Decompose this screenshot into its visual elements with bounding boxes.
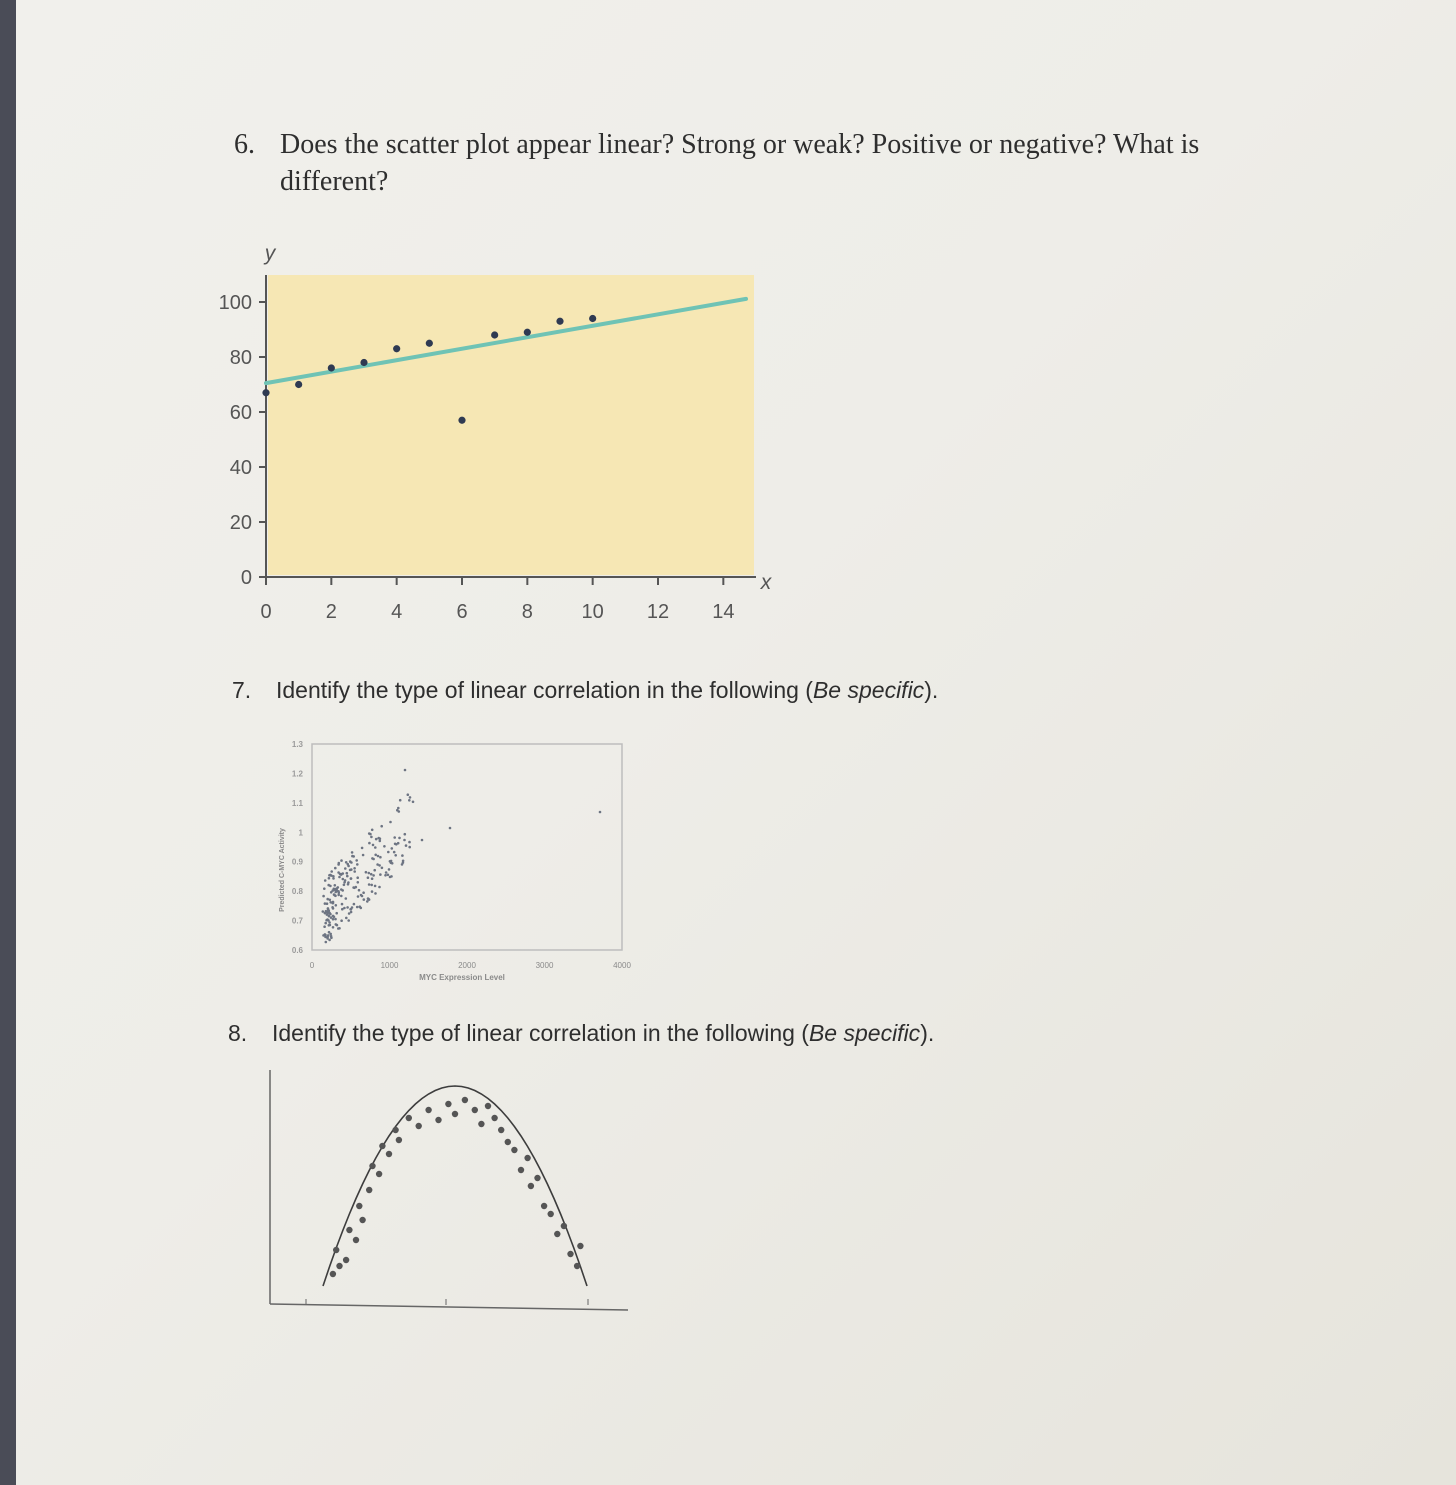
- data-point: [393, 836, 396, 839]
- data-point: [334, 918, 337, 921]
- data-point: [385, 871, 388, 874]
- y-tick-label: 1.2: [291, 769, 303, 779]
- data-point: [491, 331, 498, 338]
- data-point: [371, 877, 374, 880]
- data-point: [416, 1123, 422, 1129]
- data-point: [376, 863, 379, 866]
- data-point: [408, 841, 411, 844]
- question-7-text: Identify the type of linear correlation in the following (: [276, 677, 813, 703]
- data-point: [391, 862, 394, 865]
- data-point: [358, 889, 361, 892]
- data-point: [534, 1175, 540, 1181]
- x-tick-label: 1000: [380, 961, 399, 970]
- data-point: [337, 890, 340, 893]
- y-tick-label: 1.3: [291, 740, 303, 749]
- x-tick-label: 2: [325, 601, 337, 623]
- y-tick-label: 0.6: [291, 946, 303, 955]
- data-point: [524, 1155, 530, 1161]
- data-point: [323, 925, 326, 928]
- question-8-emphasis: Be specific: [808, 1020, 921, 1046]
- data-point: [498, 1127, 504, 1133]
- data-point: [344, 867, 347, 870]
- data-point: [352, 886, 355, 889]
- plot-area: [268, 275, 754, 575]
- data-point: [528, 1183, 534, 1189]
- x-tick-label: 0: [309, 961, 315, 970]
- data-point: [328, 931, 331, 934]
- question-7-emphasis: Be specific: [812, 677, 925, 703]
- data-point: [330, 1271, 336, 1277]
- y-tick-label: 40: [229, 457, 252, 479]
- data-point: [262, 389, 269, 396]
- data-point: [394, 854, 397, 857]
- paper-sheet: [16, 0, 1456, 1485]
- data-point: [324, 879, 327, 882]
- data-point: [369, 833, 372, 836]
- data-point: [362, 891, 365, 894]
- data-point: [360, 359, 367, 366]
- question-6-number: 6.: [234, 129, 255, 160]
- data-point: [356, 1203, 362, 1209]
- x-tick-label: 12: [646, 601, 670, 623]
- y-axis-label: Predicted C-MYC Activity: [279, 828, 286, 912]
- data-point: [365, 871, 368, 874]
- data-point: [445, 1101, 451, 1107]
- data-point: [330, 874, 333, 877]
- data-point: [350, 877, 353, 880]
- question-6-text: Does the scatter plot appear linear? Strong or weak? Positive or negative? What is different?: [280, 129, 1200, 197]
- question-7: [232, 677, 938, 704]
- data-point: [491, 1115, 497, 1121]
- y-tick-label: 60: [229, 402, 252, 424]
- data-point: [345, 897, 348, 900]
- data-point: [346, 1227, 352, 1233]
- data-point: [380, 825, 383, 828]
- data-point: [328, 939, 331, 942]
- data-point: [332, 918, 335, 921]
- data-point: [333, 1247, 339, 1253]
- data-point: [599, 811, 602, 814]
- data-point: [355, 886, 358, 889]
- x-tick-label: 4: [391, 601, 403, 623]
- x-tick-label: 4000: [613, 961, 631, 970]
- data-point: [337, 894, 340, 897]
- data-point: [393, 851, 396, 854]
- data-point: [351, 851, 354, 854]
- data-point: [360, 907, 363, 910]
- data-point: [371, 829, 374, 832]
- data-point: [362, 854, 365, 857]
- data-point: [408, 799, 411, 802]
- data-point: [325, 941, 328, 944]
- data-point: [541, 1203, 547, 1209]
- data-point: [505, 1139, 511, 1145]
- data-point: [370, 873, 373, 876]
- x-tick-label: 0: [260, 601, 272, 623]
- data-point: [343, 884, 346, 887]
- data-point: [369, 1163, 375, 1169]
- chart-q6-scatter: [200, 235, 800, 635]
- y-tick-label: 80: [229, 347, 252, 369]
- data-point: [379, 873, 382, 876]
- data-point: [337, 927, 340, 930]
- data-point: [340, 895, 343, 898]
- data-point: [326, 898, 329, 901]
- data-point: [345, 861, 348, 864]
- data-point: [372, 858, 375, 861]
- question-8-text: Identify the type of linear correlation in the following (: [272, 1020, 809, 1046]
- data-point: [548, 1211, 554, 1217]
- data-point: [327, 884, 330, 887]
- data-point: [556, 318, 563, 325]
- data-point: [375, 838, 378, 841]
- data-point: [353, 1237, 359, 1243]
- data-point: [328, 877, 331, 880]
- left-edge: [0, 0, 16, 1485]
- data-point: [341, 908, 344, 911]
- data-point: [346, 875, 349, 878]
- data-point: [347, 883, 350, 886]
- data-point: [426, 340, 433, 347]
- data-point: [324, 933, 327, 936]
- data-point: [361, 847, 364, 850]
- plot-frame: [312, 744, 622, 950]
- data-point: [398, 810, 401, 813]
- data-point: [485, 1103, 491, 1109]
- data-point: [295, 381, 302, 388]
- data-point: [399, 799, 402, 802]
- data-point: [330, 937, 333, 940]
- data-point: [383, 845, 386, 848]
- data-point: [360, 894, 363, 897]
- y-tick-label: 100: [218, 292, 252, 314]
- data-point: [554, 1231, 560, 1237]
- data-point: [405, 844, 408, 847]
- data-point: [337, 863, 340, 866]
- data-point: [351, 906, 354, 909]
- data-point: [342, 878, 345, 881]
- data-point: [371, 890, 374, 893]
- data-point: [357, 895, 360, 898]
- data-point: [324, 922, 327, 925]
- data-point: [368, 842, 371, 845]
- data-point: [346, 872, 349, 875]
- chart-q8-parabola: [260, 1040, 650, 1330]
- data-point: [404, 769, 407, 772]
- data-point: [391, 847, 394, 850]
- data-point: [374, 846, 377, 849]
- data-point: [379, 1143, 385, 1149]
- y-axis-label: y: [264, 242, 276, 265]
- data-point: [368, 883, 371, 886]
- data-point: [343, 881, 346, 884]
- data-point: [335, 904, 338, 907]
- data-point: [401, 854, 404, 857]
- data-point: [345, 917, 348, 920]
- y-tick-label: 1.1: [291, 798, 303, 808]
- data-point: [332, 926, 335, 929]
- data-point: [352, 855, 355, 858]
- question-8-number: 8.: [228, 1020, 248, 1046]
- data-point: [355, 859, 358, 862]
- y-tick-label: 0.9: [291, 857, 303, 867]
- data-point: [574, 1263, 580, 1269]
- data-point: [340, 888, 343, 891]
- data-point: [449, 827, 452, 830]
- data-point: [350, 911, 353, 914]
- data-point: [370, 884, 373, 887]
- data-point: [332, 877, 335, 880]
- data-point: [567, 1251, 573, 1257]
- data-point: [401, 863, 404, 866]
- data-point: [323, 887, 326, 890]
- data-point: [374, 892, 377, 895]
- y-tick-label: 0.7: [291, 916, 303, 926]
- data-point: [372, 874, 375, 877]
- data-point: [397, 807, 400, 810]
- data-point: [373, 869, 376, 872]
- data-point: [425, 1107, 431, 1113]
- data-point: [356, 863, 359, 866]
- data-point: [452, 1111, 458, 1117]
- data-point: [407, 793, 410, 796]
- data-point: [589, 315, 596, 322]
- data-point: [335, 912, 338, 915]
- data-point: [511, 1147, 517, 1153]
- data-point: [398, 837, 401, 840]
- data-point: [384, 874, 387, 877]
- data-point: [343, 1257, 349, 1263]
- data-point: [368, 872, 371, 875]
- data-point: [378, 886, 381, 889]
- data-point: [333, 893, 336, 896]
- data-point: [458, 417, 465, 424]
- x-axis: [270, 1304, 628, 1310]
- data-point: [337, 886, 340, 889]
- data-point: [328, 924, 331, 927]
- data-point: [340, 919, 343, 922]
- data-point: [327, 934, 330, 937]
- x-tick-label: 8: [521, 601, 533, 623]
- data-point: [367, 897, 370, 900]
- data-point: [376, 1171, 382, 1177]
- data-point: [577, 1243, 583, 1249]
- x-tick-label: 2000: [458, 961, 476, 970]
- x-axis-label: MYC Expression Level: [419, 973, 505, 982]
- data-point: [336, 1263, 342, 1269]
- x-tick-label: 3000: [535, 961, 554, 970]
- question-7-text-end: ).: [924, 677, 939, 703]
- data-point: [338, 876, 341, 879]
- data-point: [381, 867, 384, 870]
- data-point: [366, 900, 369, 903]
- data-point: [403, 839, 406, 842]
- data-point: [370, 836, 373, 839]
- data-point: [347, 865, 350, 868]
- data-point: [332, 901, 335, 904]
- data-point: [374, 854, 377, 857]
- data-point: [412, 801, 415, 804]
- data-point: [357, 881, 360, 884]
- x-tick-label: 10: [581, 601, 604, 623]
- data-point: [402, 860, 405, 863]
- data-point: [353, 867, 356, 870]
- data-point: [404, 833, 407, 836]
- data-point: [340, 859, 343, 862]
- data-point: [347, 919, 350, 922]
- data-point: [472, 1107, 478, 1113]
- data-point: [334, 888, 337, 891]
- data-point: [409, 796, 412, 799]
- data-point: [421, 839, 424, 842]
- data-point: [396, 1137, 402, 1143]
- data-point: [408, 846, 411, 849]
- data-point: [387, 874, 390, 877]
- data-point: [341, 903, 344, 906]
- x-tick-label: 14: [712, 601, 735, 623]
- data-point: [435, 1117, 441, 1123]
- data-point: [389, 821, 392, 824]
- data-point: [387, 851, 390, 854]
- data-point: [334, 867, 337, 870]
- data-point: [374, 885, 377, 888]
- data-point: [330, 870, 333, 873]
- data-point: [390, 875, 393, 878]
- data-point: [379, 840, 382, 843]
- data-point: [322, 895, 325, 898]
- y-tick-label: 0.8: [291, 887, 303, 897]
- data-point: [356, 906, 359, 909]
- y-tick-label: 1: [298, 828, 303, 838]
- data-point: [333, 916, 336, 919]
- data-point: [353, 903, 356, 906]
- question-8-text-end: ).: [920, 1020, 935, 1046]
- data-point: [478, 1121, 484, 1127]
- data-point: [377, 855, 380, 858]
- data-point: [386, 1151, 392, 1157]
- data-point: [366, 1187, 372, 1193]
- x-axis-label: x: [760, 571, 772, 594]
- data-point: [327, 919, 330, 922]
- data-point: [397, 842, 400, 845]
- data-point: [349, 860, 352, 863]
- data-point: [324, 902, 327, 905]
- data-point: [392, 1127, 398, 1133]
- data-point: [327, 908, 330, 911]
- data-point: [340, 873, 343, 876]
- y-tick-label: 0: [240, 567, 252, 589]
- data-point: [379, 856, 382, 859]
- x-tick-label: 6: [456, 601, 468, 623]
- data-point: [353, 870, 356, 873]
- data-point: [462, 1097, 468, 1103]
- data-point: [388, 868, 391, 871]
- data-point: [393, 345, 400, 352]
- data-point: [336, 924, 339, 927]
- data-point: [322, 910, 325, 913]
- data-point: [328, 364, 335, 371]
- data-point: [350, 868, 353, 871]
- data-point: [561, 1223, 567, 1229]
- data-point: [367, 876, 370, 879]
- question-7-number: 7.: [232, 677, 252, 703]
- data-point: [346, 906, 349, 909]
- y-tick-label: 20: [229, 512, 252, 534]
- data-point: [334, 884, 337, 887]
- data-point: [359, 1217, 365, 1223]
- data-point: [372, 844, 375, 847]
- chart-q7-myc: [270, 730, 650, 990]
- data-point: [406, 1115, 412, 1121]
- data-point: [326, 913, 329, 916]
- data-point: [332, 907, 335, 910]
- data-point: [518, 1167, 524, 1173]
- data-point: [363, 898, 366, 901]
- data-point: [524, 329, 531, 336]
- data-point: [356, 876, 359, 879]
